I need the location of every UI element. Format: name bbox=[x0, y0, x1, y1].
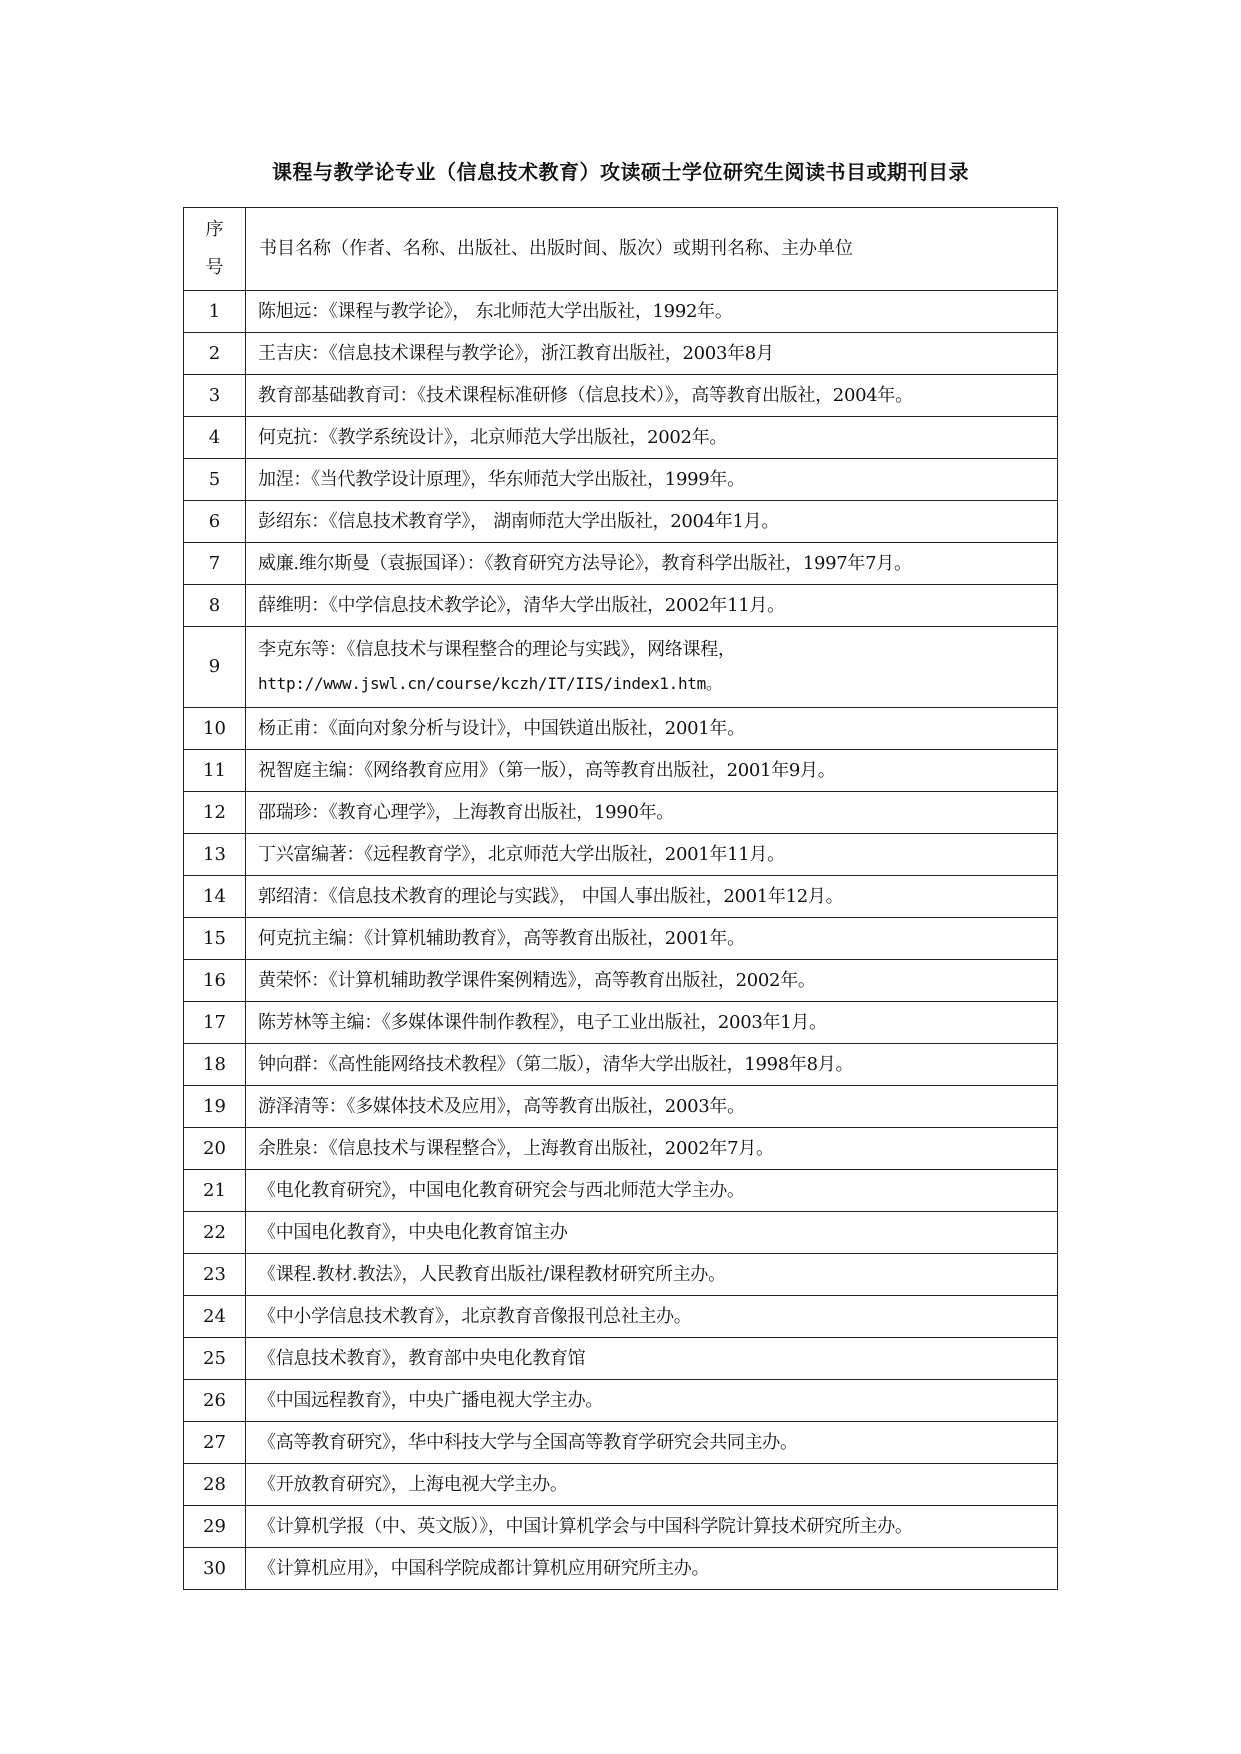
row-number-cell: 10 bbox=[184, 708, 246, 750]
row-number-cell: 1 bbox=[184, 291, 246, 333]
row-entry-cell: 何克抗主编：《计算机辅助教育》，高等教育出版社，2001年。 bbox=[246, 918, 1058, 960]
row-entry-cell: 钟向群：《高性能网络技术教程》（第二版），清华大学出版社，1998年8月。 bbox=[246, 1044, 1058, 1086]
row-number-cell: 7 bbox=[184, 543, 246, 585]
table-row bbox=[184, 459, 1058, 501]
row-entry-cell: 邵瑞珍：《教育心理学》，上海教育出版社，1990年。 bbox=[246, 792, 1058, 834]
row-number-cell: 6 bbox=[184, 501, 246, 543]
header-number-cell bbox=[184, 208, 246, 291]
row-entry-cell: 游泽清等：《多媒体技术及应用》，高等教育出版社，2003年。 bbox=[246, 1086, 1058, 1128]
row-number-cell: 3 bbox=[184, 375, 246, 417]
table-row bbox=[184, 1254, 1058, 1296]
row-entry-cell: 余胜泉：《信息技术与课程整合》，上海教育出版社，2002年7月。 bbox=[246, 1128, 1058, 1170]
table-row bbox=[184, 1170, 1058, 1212]
row-entry-cell: 《中小学信息技术教育》，北京教育音像报刊总社主办。 bbox=[246, 1296, 1058, 1338]
row-entry-cell: 陈芳林等主编：《多媒体课件制作教程》，电子工业出版社，2003年1月。 bbox=[246, 1002, 1058, 1044]
row-number-cell: 19 bbox=[184, 1086, 246, 1128]
table-row bbox=[184, 1044, 1058, 1086]
table-row bbox=[184, 1002, 1058, 1044]
header-number-label-line1: 序 bbox=[205, 219, 224, 240]
table-row bbox=[184, 1548, 1058, 1590]
table-row bbox=[184, 960, 1058, 1002]
row-entry-cell: 《信息技术教育》，教育部中央电化教育馆 bbox=[246, 1338, 1058, 1380]
row-number-cell: 27 bbox=[184, 1422, 246, 1464]
row-number-cell: 23 bbox=[184, 1254, 246, 1296]
row-number-cell: 12 bbox=[184, 792, 246, 834]
row-entry-url: http://www.jswl.cn/course/kczh/IT/IIS/index1.htm。 bbox=[258, 674, 722, 693]
table-row bbox=[184, 1128, 1058, 1170]
table-row bbox=[184, 333, 1058, 375]
row-entry-cell: 《计算机学报（中、英文版）》，中国计算机学会与中国科学院计算技术研究所主办。 bbox=[246, 1506, 1058, 1548]
document-title: 课程与教学论专业（信息技术教育）攻读硕士学位研究生阅读书目或期刊目录 bbox=[272, 160, 969, 184]
row-number-cell: 17 bbox=[184, 1002, 246, 1044]
row-entry-cell: 威廉.维尔斯曼（袁振国译）：《教育研究方法导论》，教育科学出版社，1997年7月。 bbox=[246, 543, 1058, 585]
row-entry-text: 李克东等：《信息技术与课程整合的理论与实践》，网络课程， bbox=[258, 639, 736, 660]
row-entry-cell: 《中国电化教育》，中央电化教育馆主办 bbox=[246, 1212, 1058, 1254]
row-entry-cell: 薛维明：《中学信息技术教学论》，清华大学出版社，2002年11月。 bbox=[246, 585, 1058, 627]
table-row bbox=[184, 1212, 1058, 1254]
row-number-cell: 30 bbox=[184, 1548, 246, 1590]
table-row bbox=[184, 1296, 1058, 1338]
table-row bbox=[184, 750, 1058, 792]
table-row bbox=[184, 708, 1058, 750]
row-entry-cell: 《开放教育研究》，上海电视大学主办。 bbox=[246, 1464, 1058, 1506]
row-entry-cell: 陈旭远：《课程与教学论》， 东北师范大学出版社，1992年。 bbox=[246, 291, 1058, 333]
header-description-cell: 书目名称（作者、名称、出版社、出版时间、版次）或期刊名称、主办单位 bbox=[246, 208, 1058, 291]
table-row bbox=[184, 1422, 1058, 1464]
row-entry-cell: 王吉庆：《信息技术课程与教学论》，浙江教育出版社，2003年8月 bbox=[246, 333, 1058, 375]
table-row bbox=[184, 1338, 1058, 1380]
row-number-cell: 22 bbox=[184, 1212, 246, 1254]
row-entry-cell: 郭绍清：《信息技术教育的理论与实践》， 中国人事出版社，2001年12月。 bbox=[246, 876, 1058, 918]
row-number-cell: 24 bbox=[184, 1296, 246, 1338]
row-number-cell: 4 bbox=[184, 417, 246, 459]
row-number-cell: 20 bbox=[184, 1128, 246, 1170]
table-row bbox=[184, 834, 1058, 876]
table-row bbox=[184, 1380, 1058, 1422]
table-row bbox=[184, 417, 1058, 459]
table-row bbox=[184, 792, 1058, 834]
table-row bbox=[184, 876, 1058, 918]
table-row bbox=[184, 918, 1058, 960]
reading-list-table bbox=[183, 207, 1058, 1590]
row-number-cell: 2 bbox=[184, 333, 246, 375]
row-entry-cell: 《高等教育研究》，华中科技大学与全国高等教育学研究会共同主办。 bbox=[246, 1422, 1058, 1464]
row-entry-cell: 《中国远程教育》，中央广播电视大学主办。 bbox=[246, 1380, 1058, 1422]
row-number-cell: 11 bbox=[184, 750, 246, 792]
row-number-cell: 14 bbox=[184, 876, 246, 918]
table-row bbox=[184, 501, 1058, 543]
row-number-cell: 9 bbox=[184, 627, 246, 708]
table-row bbox=[184, 1506, 1058, 1548]
row-number-cell: 13 bbox=[184, 834, 246, 876]
row-entry-cell: 彭绍东：《信息技术教育学》， 湖南师范大学出版社，2004年1月。 bbox=[246, 501, 1058, 543]
row-entry-cell: 祝智庭主编：《网络教育应用》（第一版），高等教育出版社，2001年9月。 bbox=[246, 750, 1058, 792]
table-header-row bbox=[184, 208, 1058, 291]
row-entry-cell: 加涅：《当代教学设计原理》，华东师范大学出版社，1999年。 bbox=[246, 459, 1058, 501]
row-number-cell: 16 bbox=[184, 960, 246, 1002]
row-entry-cell: 何克抗：《教学系统设计》，北京师范大学出版社，2002年。 bbox=[246, 417, 1058, 459]
table-row bbox=[184, 1086, 1058, 1128]
row-entry-cell: 《计算机应用》，中国科学院成都计算机应用研究所主办。 bbox=[246, 1548, 1058, 1590]
row-number-cell: 5 bbox=[184, 459, 246, 501]
table-row bbox=[184, 585, 1058, 627]
row-entry-cell bbox=[246, 627, 1058, 708]
table-row bbox=[184, 291, 1058, 333]
row-number-cell: 26 bbox=[184, 1380, 246, 1422]
table-row bbox=[184, 627, 1058, 708]
row-entry-cell: 丁兴富编著：《远程教育学》，北京师范大学出版社，2001年11月。 bbox=[246, 834, 1058, 876]
row-entry-cell: 《课程.教材.教法》，人民教育出版社/课程教材研究所主办。 bbox=[246, 1254, 1058, 1296]
row-entry-cell: 黄荣怀：《计算机辅助教学课件案例精选》，高等教育出版社，2002年。 bbox=[246, 960, 1058, 1002]
header-number-label-line2: 号 bbox=[205, 257, 224, 278]
row-number-cell: 8 bbox=[184, 585, 246, 627]
row-number-cell: 25 bbox=[184, 1338, 246, 1380]
row-number-cell: 18 bbox=[184, 1044, 246, 1086]
row-number-cell: 29 bbox=[184, 1506, 246, 1548]
row-number-cell: 21 bbox=[184, 1170, 246, 1212]
table-row bbox=[184, 375, 1058, 417]
row-entry-cell: 教育部基础教育司：《技术课程标准研修（信息技术）》，高等教育出版社，2004年。 bbox=[246, 375, 1058, 417]
table-row bbox=[184, 1464, 1058, 1506]
table-row bbox=[184, 543, 1058, 585]
row-number-cell: 15 bbox=[184, 918, 246, 960]
row-entry-cell: 《电化教育研究》，中国电化教育研究会与西北师范大学主办。 bbox=[246, 1170, 1058, 1212]
row-entry-cell: 杨正甫：《面向对象分析与设计》，中国铁道出版社，2001年。 bbox=[246, 708, 1058, 750]
row-number-cell: 28 bbox=[184, 1464, 246, 1506]
